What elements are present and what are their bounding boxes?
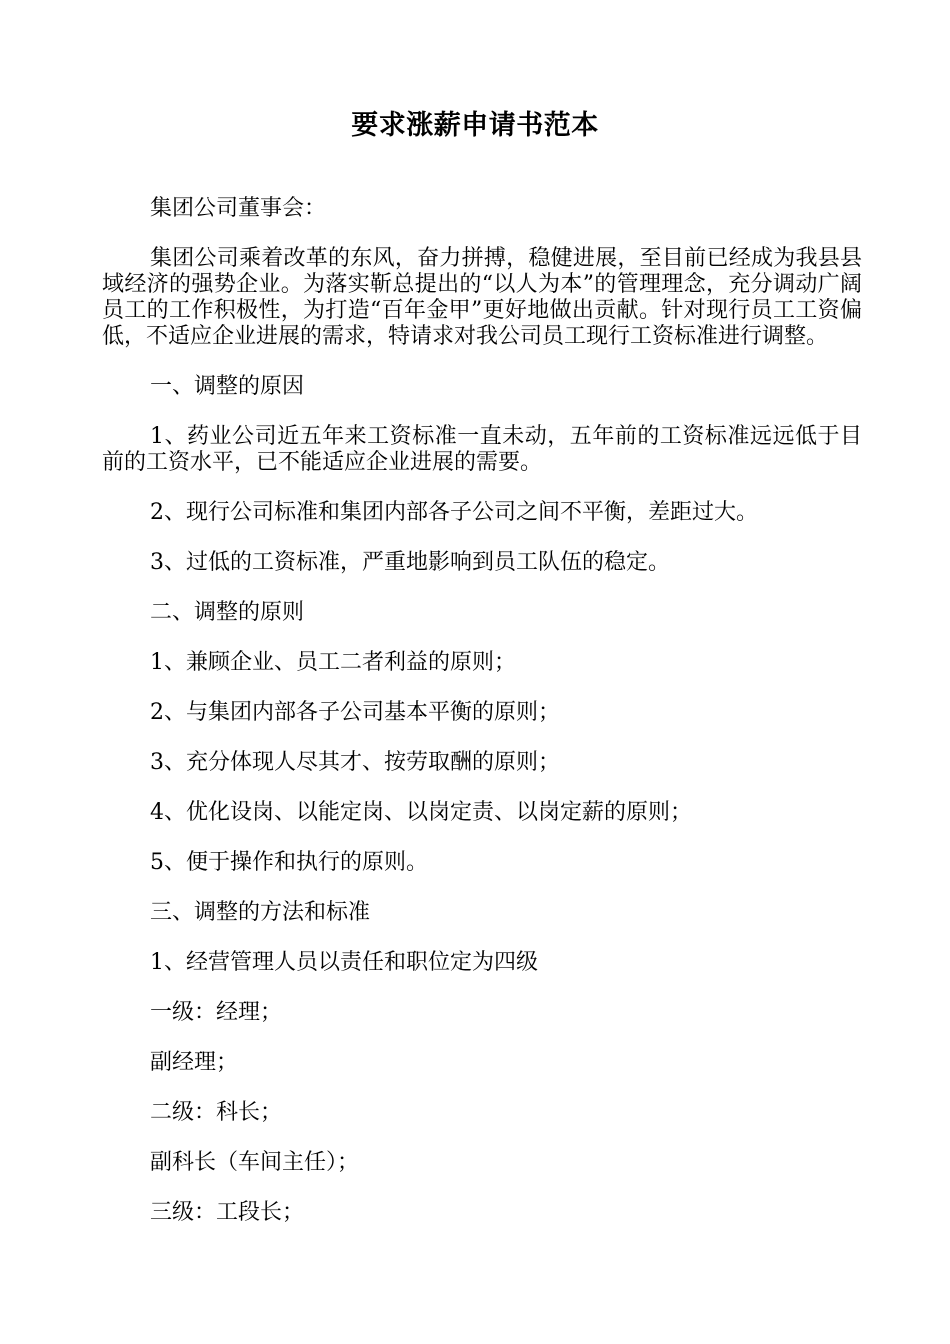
- level-line-3: 二级：科长；: [150, 1100, 283, 1125]
- section-heading-reasons: 一、调整的原因: [150, 374, 305, 399]
- document-body: [102, 196, 862, 1250]
- principle-item-1: 1、兼顾企业、员工二者利益的原则；: [150, 650, 516, 675]
- section-heading-principles: 二、调整的原则: [150, 600, 305, 625]
- method-item-1: 1、经营管理人员以责任和职位定为四级: [150, 950, 538, 975]
- reason-item-3: 3、过低的工资标准，严重地影响到员工队伍的稳定。: [150, 550, 670, 575]
- principle-item-5: 5、便于操作和执行的原则。: [150, 850, 428, 875]
- principle-item-4: 4、优化设岗、以能定岗、以岗定责、以岗定薪的原则；: [150, 800, 692, 825]
- reason-item-2: 2、现行公司标准和集团内部各子公司之间不平衡，差距过大。: [150, 500, 758, 525]
- section-heading-methods: 三、调整的方法和标准: [150, 900, 371, 925]
- level-line-1: 一级：经理；: [150, 1000, 283, 1025]
- salutation: 集团公司董事会：: [150, 196, 327, 221]
- level-line-2: 副经理；: [150, 1050, 239, 1075]
- level-line-4: 副科长（车间主任）；: [150, 1150, 360, 1175]
- intro-paragraph: 集团公司乘着改革的东风，奋力拼搏，稳健进展，至目前已经成为我县县域经济的强势企业。为落实靳总提出的“以人为本”的管理理念，充分调动广阔员工的工作积极性，为打造“百年金甲”更好地做出贡献。针对现行员工工资偏低，不适应企业进展的需求，特请求对我公司员工现行工资标准进行调整。: [102, 246, 862, 349]
- reason-item-1: 1、药业公司近五年来工资标准一直未动，五年前的工资标准远远低于目前的工资水平，已不能适应企业进展的需要。: [102, 424, 862, 475]
- principle-item-2: 2、与集团内部各子公司基本平衡的原则；: [150, 700, 560, 725]
- principle-item-3: 3、充分体现人尽其才、按劳取酬的原则；: [150, 750, 560, 775]
- document-title: 要求涨薪申请书范本: [351, 110, 599, 141]
- level-line-5: 三级：工段长；: [150, 1200, 305, 1225]
